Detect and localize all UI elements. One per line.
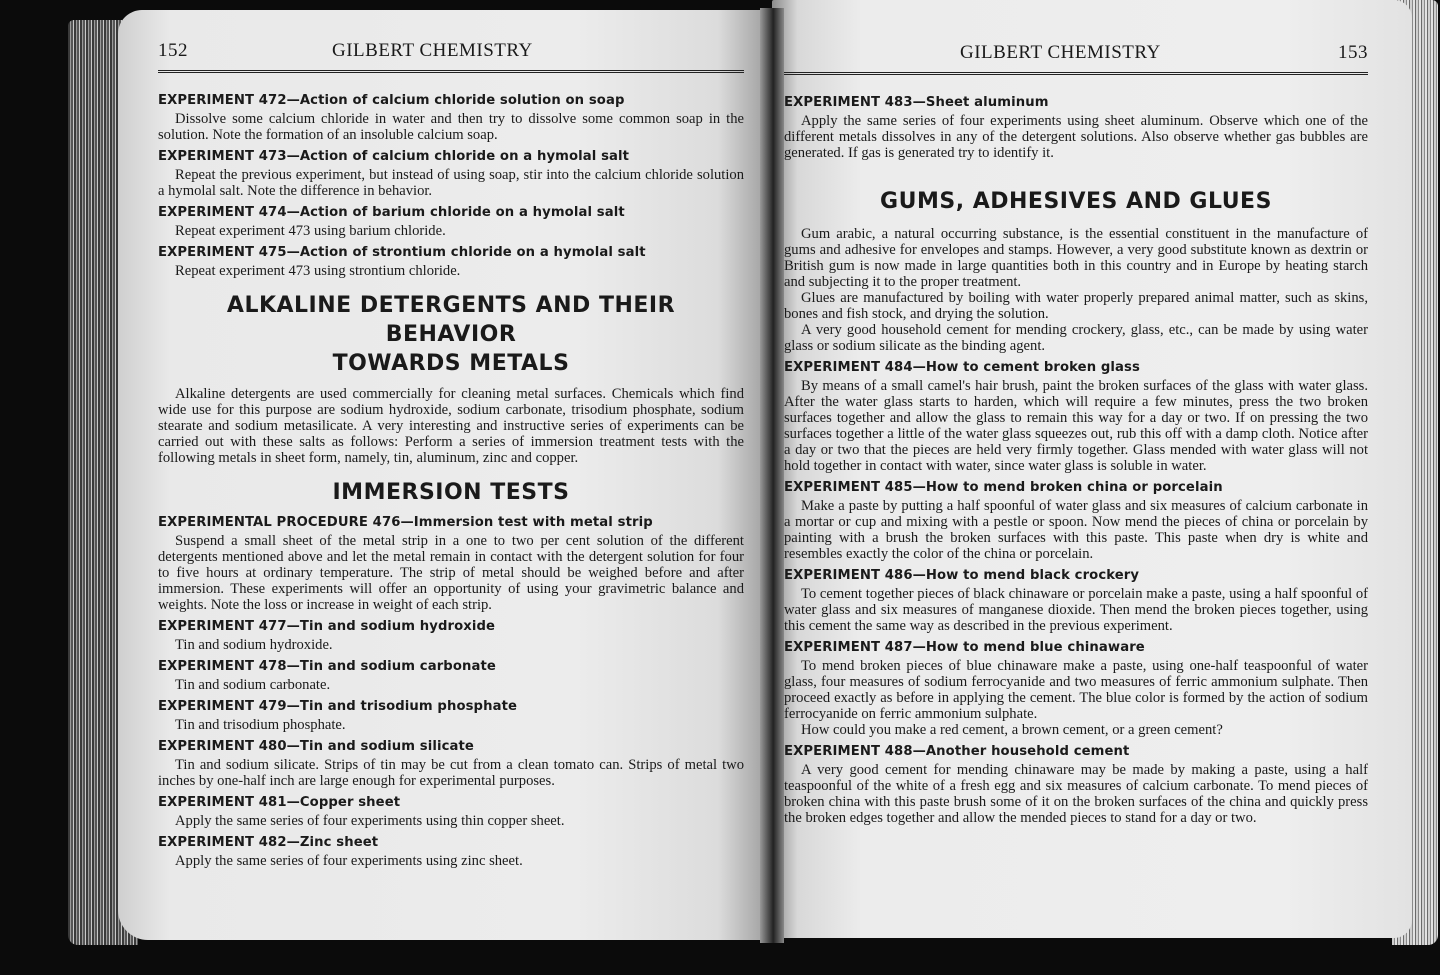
experiment-475 — [158, 245, 744, 279]
section-title-gums-adhesives: GUMS, ADHESIVES AND GLUES — [880, 189, 1272, 214]
experiment-heading: EXPERIMENTAL PROCEDURE 476—Immersion test with metal strip — [158, 515, 653, 530]
experiment-478 — [158, 659, 744, 693]
experiment-text: Apply the same series of four experiments using thin copper sheet. — [175, 813, 565, 829]
experiment-486 — [784, 568, 1368, 634]
experiment-heading: EXPERIMENT 472—Action of calcium chloride solution on soap — [158, 93, 625, 108]
experiment-472 — [158, 93, 744, 143]
experiment-heading: EXPERIMENT 485—How to mend broken china or porcelain — [784, 480, 1223, 495]
section-paragraph: Glues are manufactured by boiling with water properly prepared animal matter, such as skins, bones and fish stock, and drying the solution. — [784, 290, 1368, 322]
experiment-text: A very good cement for mending chinaware may be made by making a paste, using a half teaspoonful of the white of a fresh egg and six measures of calcium carbonate. To mend pieces of broken china with this paste brush some of it on the broken surfaces of the china and quickly press the broken edges together and allow the mended pieces to stand for a day or two. — [784, 762, 1368, 826]
left-page — [118, 10, 770, 940]
experiment-text: To mend broken pieces of blue chinaware make a paste, using one-half teaspoonful of water glass, four measures of sodium ferrocyanide and two measures of ferric ammonium sulphate. Then proceed exactly as before in applying the cement. The blue color is formed by the action of sodium ferrocyanide on ferric ammonium sulphate. — [784, 658, 1368, 722]
experiment-heading: EXPERIMENT 484—How to cement broken glass — [784, 360, 1140, 375]
experiment-484 — [784, 360, 1368, 474]
experiment-text: Make a paste by putting a half spoonful of water glass and six measures of calcium carbonate in a mortar or cup and mixing with a pestle or spoon. Now mend the pieces of china or porcelain by painting with a brush the broken surfaces with this paste. This paste when dry is white and resembles exactly the color of the china or porcelain. — [784, 498, 1368, 562]
experiment-heading: EXPERIMENT 481—Copper sheet — [158, 795, 401, 810]
experiment-heading: EXPERIMENT 473—Action of calcium chloride on a hymolal salt — [158, 149, 630, 164]
experiment-text: Repeat experiment 473 using strontium chloride. — [175, 263, 461, 279]
right-page — [772, 0, 1412, 938]
section-title-line: ALKALINE DETERGENTS AND THEIR BEHAVIOR — [226, 293, 676, 347]
experiment-text: To cement together pieces of black chinaware or porcelain make a paste, using a half spoonful of water glass and six measures of manganese dioxide. Then mend the broken pieces together, using this cement the same way as described in the previous experiment. — [784, 586, 1368, 634]
left-page-number: 152 — [158, 40, 188, 61]
experiment-485 — [784, 480, 1368, 562]
experiment-text: Tin and sodium silicate. Strips of tin may be cut from a clean tomato can. Strips of metal two inches by one-half inch are large enough for experimental purposes. — [158, 757, 744, 789]
experiment-481 — [158, 795, 744, 829]
experiment-heading: EXPERIMENT 483—Sheet aluminum — [784, 95, 1049, 110]
experiment-488 — [784, 744, 1368, 826]
experiment-text: Tin and sodium hydroxide. — [175, 637, 333, 653]
experiment-text: Apply the same series of four experiments using zinc sheet. — [175, 853, 523, 869]
section-title-immersion-tests: IMMERSION TESTS — [332, 480, 570, 505]
section-paragraph: Gum arabic, a natural occurring substance, is the essential constituent in the manufacture of gums and adhesive for envelopes and stamps. However, a very good substitute known as dextrin or British gum is now made in large quantities both in this country and in Europe by heating starch and subjecting it to the proper treatment. — [784, 226, 1368, 290]
experiment-479 — [158, 699, 744, 733]
experiment-heading: EXPERIMENT 478—Tin and sodium carbonate — [158, 659, 496, 674]
experiment-480 — [158, 739, 744, 789]
experiment-text: Repeat the previous experiment, but instead of using soap, stir into the calcium chloride solution a hymolal salt. Note the difference in behavior. — [158, 167, 744, 199]
experiment-heading: EXPERIMENT 474—Action of barium chloride on a hymolal salt — [158, 205, 625, 220]
experiment-477 — [158, 619, 744, 653]
experiment-heading: EXPERIMENT 487—How to mend blue chinaware — [784, 640, 1145, 655]
experiment-text: By means of a small camel's hair brush, paint the broken surfaces of the glass with water glass. After the water glass starts to harden, which will require a few minutes, press the two broken surfaces together and allow the glass to remain this way for a day or two. If on pressing the two surfaces together a little of the water glass squeezes out, rub this off with a damp cloth. Notice after a day or two that the pieces are held very firmly together. Glass mended with water glass will not hold together in contact with water, since water glass is soluble in water. — [784, 378, 1368, 474]
experiment-heading: EXPERIMENT 486—How to mend black crockery — [784, 568, 1140, 583]
section-paragraph: A very good household cement for mending crockery, glass, etc., can be made by using water glass or sodium silicate as the binding agent. — [784, 322, 1368, 354]
experiment-text: Tin and sodium carbonate. — [175, 677, 331, 693]
experiment-question: How could you make a red cement, a brown cement, or a green cement? — [801, 722, 1223, 738]
section-title-line: TOWARDS METALS — [332, 351, 570, 376]
book-gutter — [760, 8, 784, 943]
right-page-content — [784, 42, 1368, 831]
experiment-482 — [158, 835, 744, 869]
experiment-474 — [158, 205, 744, 239]
experiment-483 — [784, 95, 1368, 161]
experiment-text: Tin and trisodium phosphate. — [175, 717, 346, 733]
experiment-473 — [158, 149, 744, 199]
experiment-heading: EXPERIMENT 479—Tin and trisodium phosphate — [158, 699, 518, 714]
experiment-text: Repeat experiment 473 using barium chloride. — [175, 223, 446, 239]
left-running-head — [158, 40, 744, 73]
section-paragraph: Alkaline detergents are used commercially for cleaning metal surfaces. Chemicals which find wide use for this purpose are sodium hydroxide, sodium carbonate, trisodium phosphate, sodium stearate and sodium metasilicate. A very interesting and instructive series of experiments can be carried out with these salts as follows: Perform a series of immersion treatment tests with the following metals in sheet form, namely, tin, aluminum, zinc and copper. — [158, 386, 744, 466]
left-page-content — [158, 40, 744, 874]
left-running-title: GILBERT CHEMISTRY — [332, 40, 533, 61]
experiment-476 — [158, 515, 744, 613]
experiment-heading: EXPERIMENT 480—Tin and sodium silicate — [158, 739, 474, 754]
experiment-heading: EXPERIMENT 477—Tin and sodium hydroxide — [158, 619, 496, 634]
experiment-text: Apply the same series of four experiments using sheet aluminum. Observe which one of the different metals dissolves in any of the detergent solutions. Also observe whether gas bubbles are generated. If gas is generated try to identify it. — [784, 113, 1368, 161]
experiment-heading: EXPERIMENT 475—Action of strontium chloride on a hymolal salt — [158, 245, 646, 260]
right-running-head — [784, 42, 1368, 75]
experiment-487 — [784, 640, 1368, 738]
right-running-title: GILBERT CHEMISTRY — [960, 42, 1161, 63]
section-title-alkaline-detergents — [158, 291, 744, 378]
experiment-text: Dissolve some calcium chloride in water and then try to dissolve some common soap in the solution. Note the formation of an insoluble calcium soap. — [158, 111, 744, 143]
experiment-heading: EXPERIMENT 482—Zinc sheet — [158, 835, 379, 850]
right-page-number: 153 — [1338, 42, 1368, 63]
experiment-heading: EXPERIMENT 488—Another household cement — [784, 744, 1130, 759]
experiment-text: Suspend a small sheet of the metal strip in a one to two per cent solution of the different detergents mentioned above and let the metal remain in contact with the detergent solution for four to five hours at ordinary temperature. The strip of metal should be weighed before and after immersion. These experiments will offer an opportunity of using your gravimetric balance and weights. Note the loss or increase in weight of each strip. — [158, 533, 744, 613]
